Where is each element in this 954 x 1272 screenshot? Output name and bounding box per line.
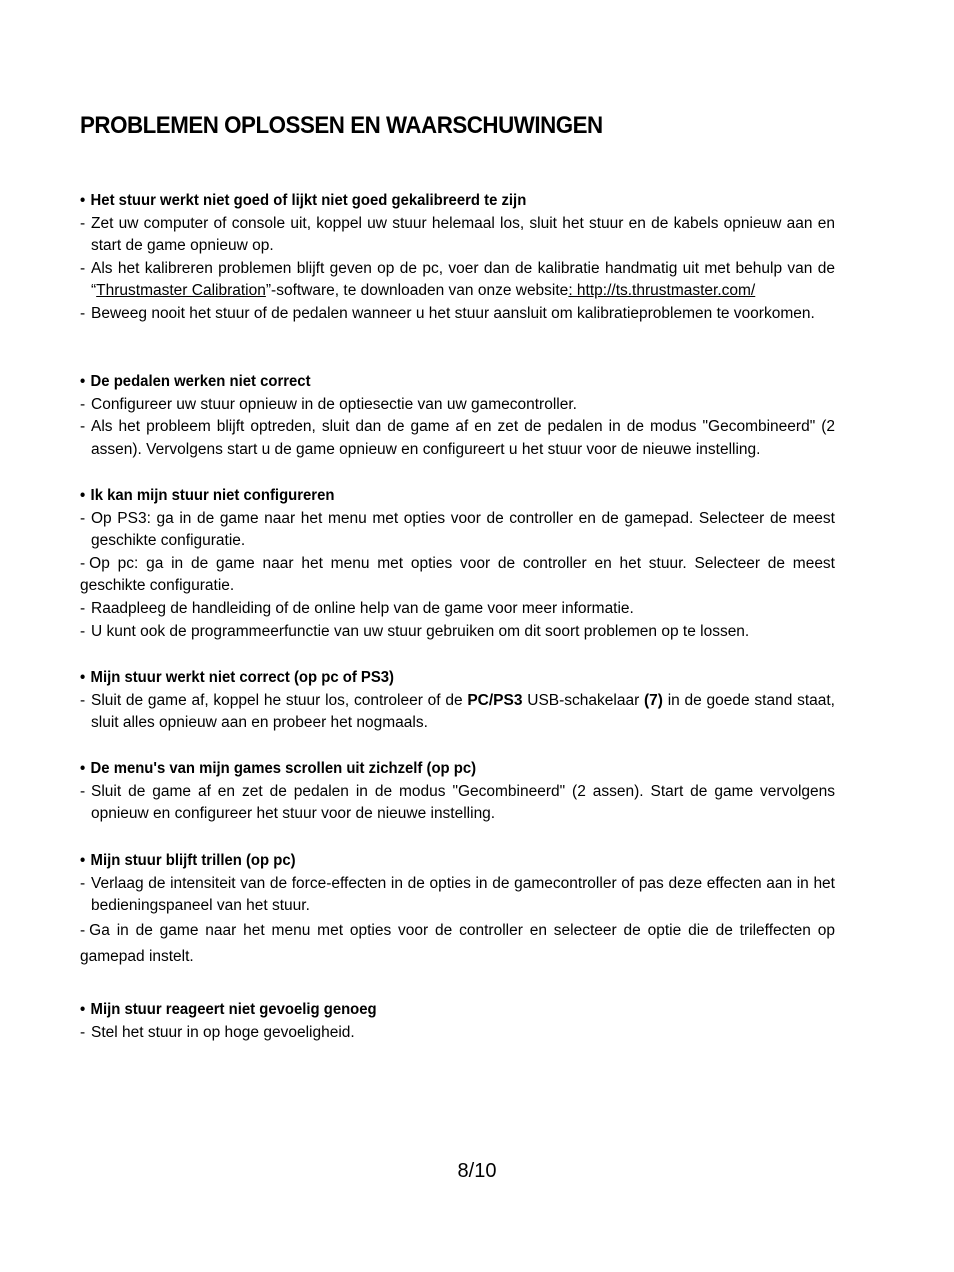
bullet-icon: •	[80, 192, 86, 209]
dash-icon: -	[80, 304, 86, 322]
dash-icon: -	[80, 622, 86, 640]
dash-icon: -	[80, 782, 86, 800]
list-item: - Zet uw computer of console uit, koppel uw stuur helemaal los, sluit het stuur en de kabels opnieuw aan en start de game opnieuw op.	[80, 214, 835, 255]
bullet-icon: •	[80, 1001, 86, 1018]
dash-icon: -	[80, 395, 86, 413]
list-item: - Verlaag de intensiteit van de force-effecten in de opties in de gamecontroller of pas deze effecten aan in het bedieningspaneel van het stuur.	[80, 874, 835, 915]
dash-icon: -	[80, 921, 86, 939]
list-item: - Stel het stuur in op hoge gevoeligheid.	[80, 1022, 835, 1045]
bullet-icon: •	[80, 852, 86, 869]
calibration-software-link[interactable]: Thrustmaster Calibration	[96, 282, 266, 300]
list-item: - Sluit de game af en zet de pedalen in de modus "Gecombineerd" (2 assen). Start de game vervolgens opnieuw en configureer het stuur voor de nieuwe instelling.	[80, 782, 835, 823]
page-number: 8/10	[457, 1160, 497, 1182]
dash-icon: -	[80, 214, 86, 232]
bullet-icon: •	[80, 760, 86, 777]
bullet-icon: •	[80, 373, 86, 390]
section-menus-scroll	[80, 758, 835, 826]
dash-icon: -	[80, 509, 86, 527]
section-sensitivity	[80, 999, 835, 1044]
list-item: - Als het kalibreren problemen blijft geven op de pc, voer dan de kalibratie handmatig uit met behulp van de “Thrustmaster Calibration”-software, te downloaden van onze website: http://ts.thrustmaster.com/	[80, 259, 835, 300]
section-heading: • Ik kan mijn stuur niet configureren	[80, 485, 805, 508]
list-item: - U kunt ook de programmeerfunctie van uw stuur gebruiken om dit soort problemen op te lossen.	[80, 621, 835, 644]
list-item: - Als het probleem blijft optreden, sluit dan de game af en zet de pedalen in de modus "Gecombineerd" (2 assen). Vervolgens start u de game opnieuw en configureert u het stuur voor de nieuwe instelling.	[80, 418, 835, 458]
section-configure	[80, 485, 835, 643]
dash-icon: -	[80, 691, 86, 709]
dash-icon: -	[80, 418, 86, 436]
section-pedals	[80, 371, 835, 461]
list-item: - Beweeg nooit het stuur of de pedalen wanneer u het stuur aansluit om kalibratieproblemen te voorkomen.	[80, 303, 835, 326]
list-item: - Configureer uw stuur opnieuw in de optiesectie van uw gamecontroller.	[80, 394, 835, 417]
bullet-icon: •	[80, 669, 86, 686]
section-heading: • Het stuur werkt niet goed of lijkt niet goed gekalibreerd te zijn	[80, 190, 805, 213]
page-title: PROBLEMEN OPLOSSEN EN WAARSCHUWINGEN	[80, 112, 603, 139]
list-item: - Raadpleeg de handleiding of de online help van de game voor meer informatie.	[80, 598, 835, 621]
section-heading: • Mijn stuur blijft trillen (op pc)	[80, 850, 805, 873]
section-heading: • De pedalen werken niet correct	[80, 371, 805, 394]
dash-icon: -	[80, 554, 86, 572]
website-link[interactable]: : http://ts.thrustmaster.com/	[568, 282, 756, 300]
section-pc-ps3	[80, 667, 835, 735]
section-calibration	[80, 190, 835, 326]
section-heading: • Mijn stuur reageert niet gevoelig genoeg	[80, 999, 805, 1022]
dash-icon: -	[80, 1023, 86, 1041]
list-item: - Op pc: ga in de game naar het menu met opties voor de controller en het stuur. Selecteer de meest geschikte configuratie.	[80, 554, 835, 595]
section-heading: • Mijn stuur werkt niet correct (op pc of PS3)	[80, 667, 805, 690]
list-item: - Sluit de game af, koppel he stuur los, controleer of de PC/PS3 USB-schakelaar (7) in de goede stand staat, sluit alles opnieuw aan en probeer het nogmaals.	[80, 691, 835, 732]
bullet-icon: •	[80, 487, 86, 504]
list-item: - Op PS3: ga in de game naar het menu met opties voor de controller en de gamepad. Selecteer de meest geschikte configuratie.	[80, 509, 835, 550]
dash-icon: -	[80, 874, 86, 892]
dash-icon: -	[80, 259, 86, 277]
section-heading: • De menu's van mijn games scrollen uit zichzelf (op pc)	[80, 758, 805, 781]
list-item: - Ga in de game naar het menu met opties voor de controller en selecteer de optie die de trileffecten op gamepad instelt.	[80, 921, 835, 965]
section-vibration	[80, 850, 835, 970]
dash-icon: -	[80, 599, 86, 617]
